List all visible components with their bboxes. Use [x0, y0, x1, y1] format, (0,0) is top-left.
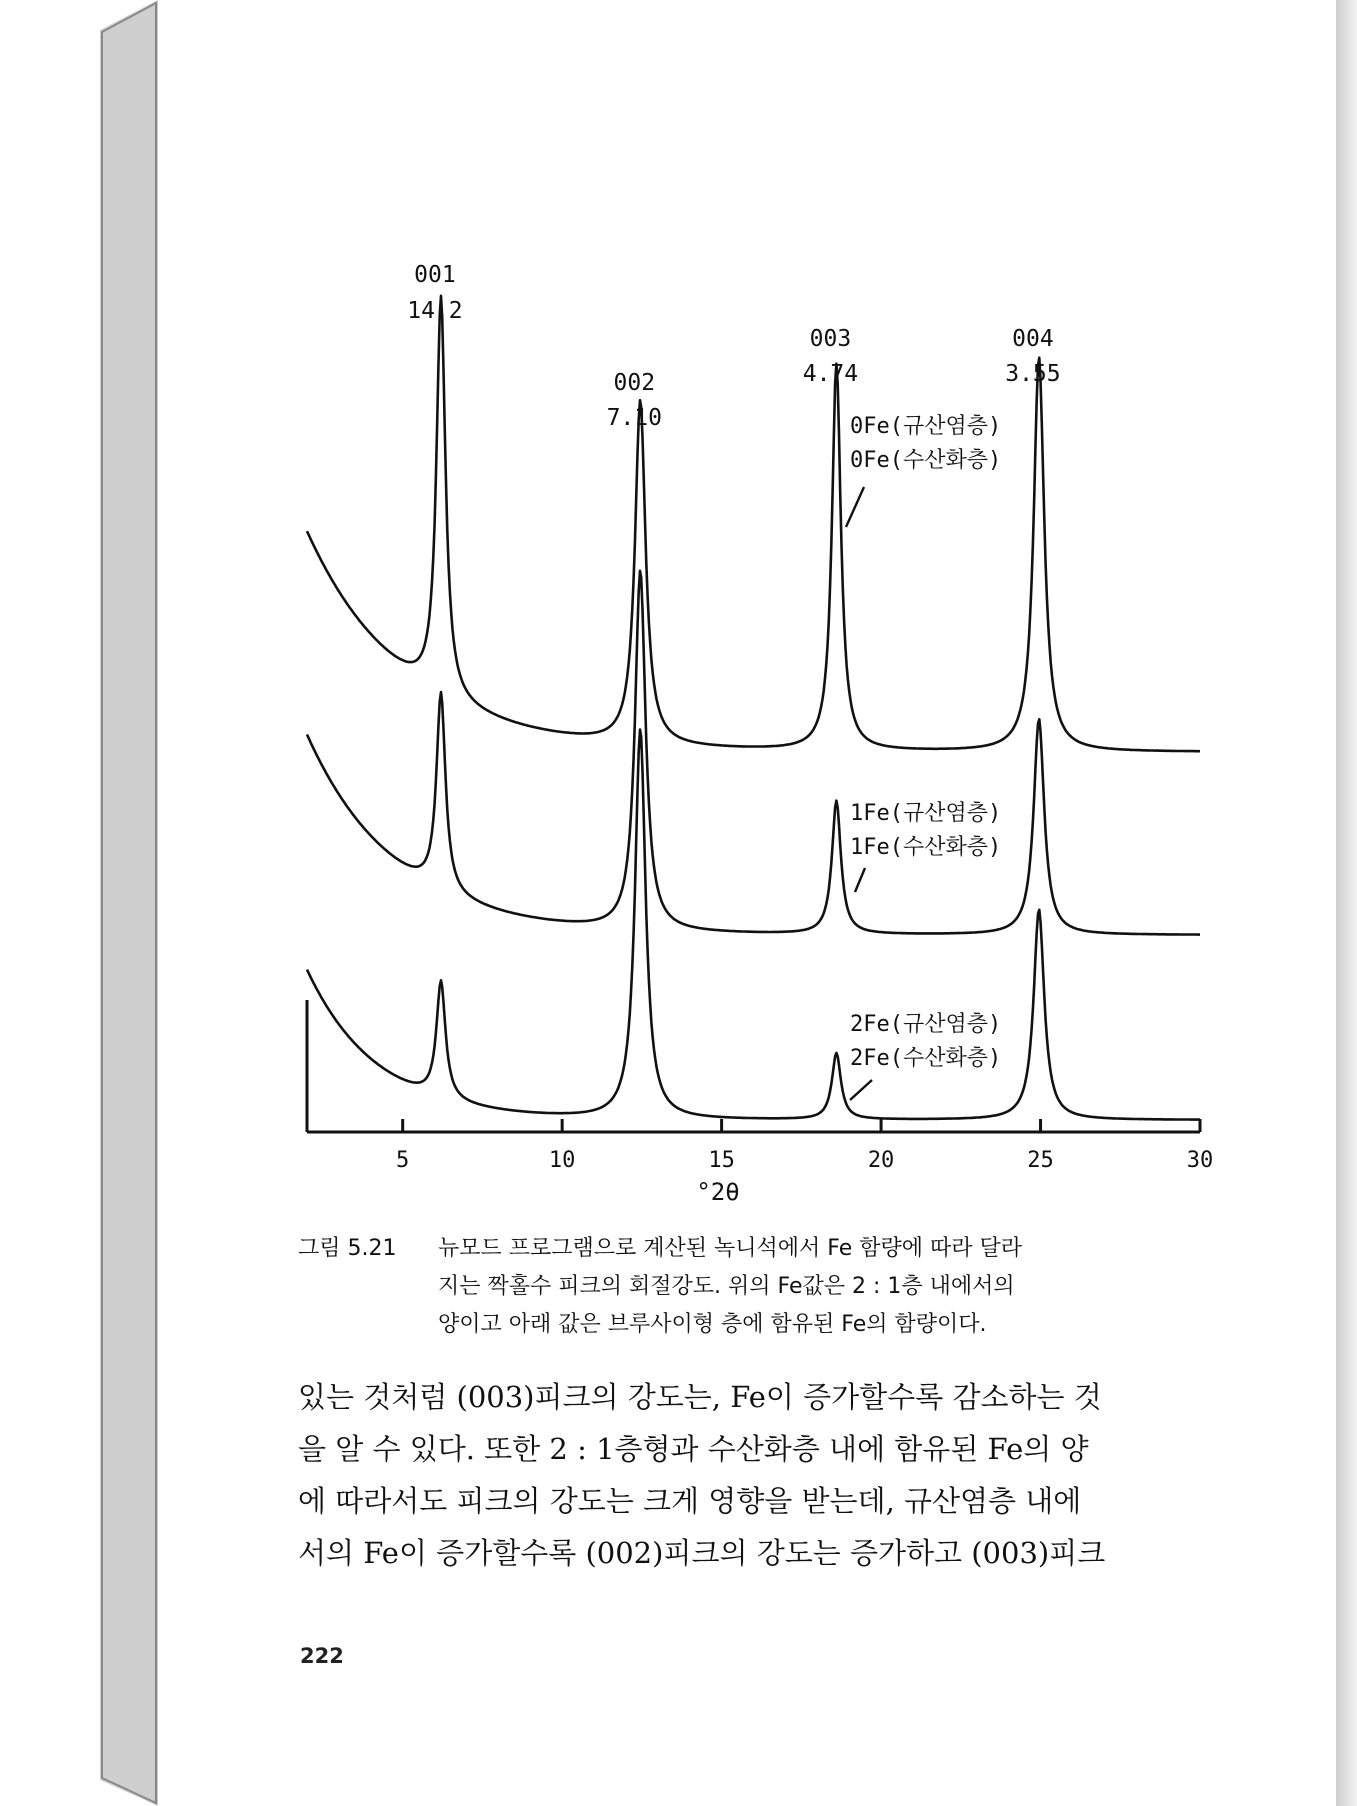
caption-line: 지는 짝홀수 피크의 회절강도. 위의 Fe값은 2 : 1층 내에서의 [438, 1274, 1015, 1299]
caption-line: 뉴모드 프로그램으로 계산된 녹니석에서 Fe 함량에 따라 달라 [438, 1236, 1022, 1261]
series-label: 1Fe(규산염층) [850, 801, 1002, 826]
page-number: 222 [300, 1644, 344, 1668]
series-pointer-line [855, 868, 865, 892]
curve-0Fe [307, 296, 1200, 751]
caption-label: 그림 5.21 [298, 1236, 397, 1261]
series-label: 0Fe(규산염층) [850, 414, 1002, 439]
series-pointer-line [850, 1080, 872, 1100]
x-tick-label: 25 [1027, 1148, 1054, 1173]
series-label: 0Fe(수산화층) [850, 448, 1002, 473]
body-line: 에 따라서도 피크의 강도는 크게 영향을 받는데, 규산염층 내에 [298, 1484, 1082, 1518]
curve-1Fe [307, 571, 1200, 935]
body-line: 서의 Fe이 증가할수록 (002)피크의 강도는 증가하고 (003)피크 [298, 1536, 1106, 1570]
x-tick-label: 30 [1186, 1148, 1214, 1173]
peak-d-spacing-label: 14.2 [407, 298, 463, 324]
x-tick-label: 20 [867, 1148, 895, 1173]
caption-line: 양이고 아래 값은 브루사이형 층에 함유된 Fe의 함량이다. [438, 1312, 987, 1337]
peak-hkl-label: 003 [809, 326, 852, 352]
peak-d-spacing-label: 3.55 [1005, 361, 1061, 387]
series-pointer-line [846, 487, 864, 527]
peak-hkl-label: 002 [613, 370, 656, 396]
series-labels [846, 414, 1001, 1100]
x-axis-label: °2θ [696, 1178, 740, 1206]
x-axis-tick-labels [396, 1148, 1213, 1173]
peak-d-spacing-label: 7.10 [606, 405, 662, 431]
peak-d-spacing-label: 4.74 [802, 361, 859, 387]
diffraction-curves [307, 296, 1200, 1120]
peak-hkl-label: 004 [1012, 326, 1054, 352]
series-label: 1Fe(수산화층) [850, 835, 1002, 860]
peak-hkl-label: 001 [414, 262, 456, 288]
body-line: 있는 것처럼 (003)피크의 강도는, Fe이 증가할수록 감소하는 것 [298, 1380, 1102, 1414]
x-axis-ticks [403, 1119, 1200, 1132]
x-tick-label: 10 [548, 1148, 576, 1173]
x-tick-label: 15 [708, 1148, 735, 1173]
series-label: 2Fe(수산화층) [850, 1046, 1002, 1071]
x-tick-label: 5 [396, 1148, 410, 1173]
peak-labels [407, 262, 1060, 431]
series-label: 2Fe(규산염층) [850, 1012, 1002, 1037]
body-line: 을 알 수 있다. 또한 2 : 1층형과 수산화층 내에 함유된 Fe의 양 [298, 1432, 1089, 1466]
